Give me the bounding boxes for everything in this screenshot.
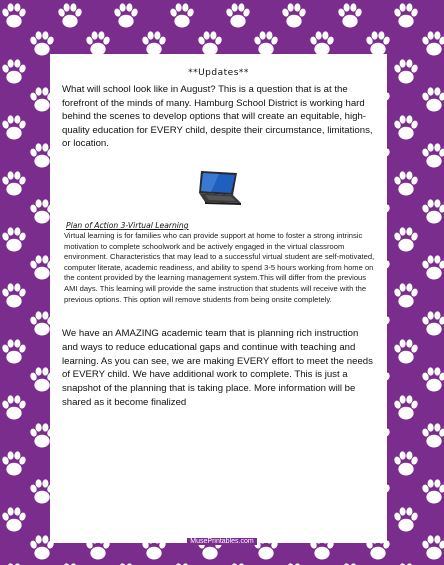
closing-paragraph: We have an AMAZING academic team that is planning rich instruction and ways to reduce educational gaps and continue with teaching and learning. As you can see, we are making EVERY effort to meet the needs of EVERY child. We have additional work to complete. This is just a snapshot of the planning that is taking place. More information will be shared as it become finalized [62,328,373,408]
intro-paragraph: What will school look like in August? This is a question that is at the forefront of the minds of many. Hamburg School District is working hard behind the scenes to develop options that will create an equitable, high-quality education for EVERY child, despite their circumstance, limitations, or location. [62,84,373,150]
laptop-illustration [62,169,375,209]
brand-watermark [0,538,444,545]
plan-body-paragraph: Virtual learning is for families who can provide support at home to foster a strong intrinsic motivation to complete schoolwork and be actively engaged in the virtual classroom environment. Characteristics that may lead to a successful virtual student are self-motivated, computer literate, academic readiness, and ability to spend 3-5 hours working from home on the content provided by the learning management system.This will differ from the previous AMI days. This learning will provide the same instruction that students will receive with the previous options. This option will remove students from being onsite completely. [64,230,375,304]
newsletter-page [50,54,387,543]
updates-heading: **Updates** [188,68,249,78]
brand-watermark-label: MusePrintables.com [187,538,256,545]
laptop-icon [195,169,243,209]
plan-title: Plan of Action 3-Virtual Learning [66,220,189,230]
